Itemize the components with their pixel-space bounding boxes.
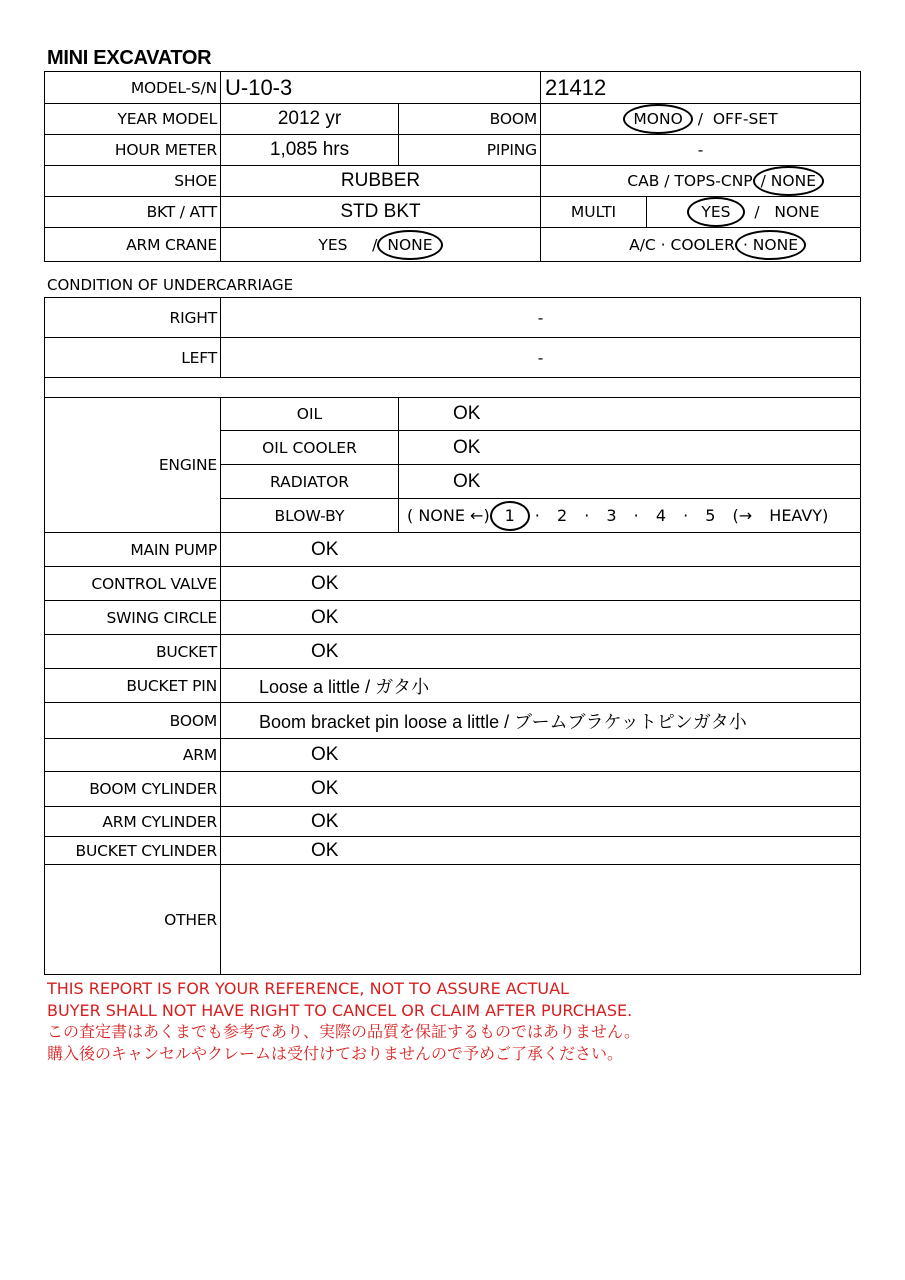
disclaimer-line-2: BUYER SHALL NOT HAVE RIGHT TO CANCEL OR CLAIM AFTER PURCHASE. <box>47 1000 633 1020</box>
document-title: MINI EXCAVATOR <box>47 47 212 69</box>
radiator-value: OK <box>399 465 861 499</box>
arm-crane-options <box>221 228 541 262</box>
boom-cylinder-label: BOOM CYLINDER <box>45 772 221 807</box>
disclaimer-line-3: この査定書はあくまでも参考であり、実際の品質を保証するものではありません。 <box>47 1022 640 1041</box>
multi-sep: / <box>754 203 760 221</box>
year-value: 2012 yr <box>221 104 399 135</box>
ac-selected-circle: · NONE <box>735 230 806 260</box>
other-label: OTHER <box>45 865 221 975</box>
shoe-label: SHOE <box>45 166 221 197</box>
arm-crane-sep: / <box>372 235 378 254</box>
blowby-selected-circle: 1 <box>490 501 530 531</box>
bucket-label: BUCKET <box>45 635 221 669</box>
undercarriage-right-value: - <box>221 298 861 338</box>
bkt-label: BKT / ATT <box>45 197 221 228</box>
bucket-pin-label: BUCKET PIN <box>45 669 221 703</box>
boom-item-value: Boom bracket pin loose a little / ブームブラケットピンガタ小 <box>221 703 861 739</box>
spacer-row <box>45 378 861 398</box>
boom-offset: OFF-SET <box>712 110 778 128</box>
blowby-rest: · 2 · 3 · 4 · 5 (→ HEAVY) <box>534 505 829 525</box>
boom-cylinder-value: OK <box>221 772 861 807</box>
disclaimer <box>47 978 640 1064</box>
main-pump-value: OK <box>221 533 861 567</box>
swing-circle-value: OK <box>221 601 861 635</box>
boom-sep: / <box>697 110 703 128</box>
ac-options <box>541 228 861 262</box>
control-valve-value: OK <box>221 567 861 601</box>
multi-selected-circle: YES <box>687 197 744 227</box>
machine-info-table <box>44 71 861 262</box>
arm-crane-selected-circle: NONE <box>377 230 442 260</box>
disclaimer-line-1: THIS REPORT IS FOR YOUR REFERENCE, NOT TO ASSURE ACTUAL <box>47 979 569 998</box>
undercarriage-left-label: LEFT <box>45 338 221 378</box>
bucket-cylinder-value: OK <box>221 837 861 865</box>
arm-crane-yes: YES <box>318 235 348 254</box>
hour-label: HOUR METER <box>45 135 221 166</box>
serial-value: 21412 <box>541 72 861 104</box>
undercarriage-section-title: CONDITION OF UNDERCARRIAGE <box>47 276 294 294</box>
boom-item-label: BOOM <box>45 703 221 739</box>
blowby-prefix: ( NONE ←) <box>407 505 490 525</box>
blowby-label: BLOW-BY <box>221 499 399 533</box>
swing-circle-label: SWING CIRCLE <box>45 601 221 635</box>
bucket-pin-value: Loose a little / ガタ小 <box>221 669 861 703</box>
model-label: MODEL-S/N <box>45 72 221 104</box>
arm-cylinder-label: ARM CYLINDER <box>45 807 221 837</box>
shoe-value: RUBBER <box>221 166 541 197</box>
multi-options <box>647 197 861 228</box>
multi-label: MULTI <box>541 197 647 228</box>
condition-table <box>44 297 861 975</box>
boom-label: BOOM <box>399 104 541 135</box>
hour-value: 1,085 hrs <box>221 135 399 166</box>
bucket-value: OK <box>221 635 861 669</box>
cab-text: CAB / TOPS-CNP <box>627 172 753 190</box>
main-pump-label: MAIN PUMP <box>45 533 221 567</box>
arm-crane-label: ARM CRANE <box>45 228 221 262</box>
bkt-value: STD BKT <box>221 197 541 228</box>
year-label: YEAR MODEL <box>45 104 221 135</box>
disclaimer-line-4: 購入後のキャンセルやクレームは受付けておりませんので予めご了承ください。 <box>47 1043 624 1063</box>
radiator-label: RADIATOR <box>221 465 399 499</box>
oil-label: OIL <box>221 398 399 431</box>
boom-options <box>541 104 861 135</box>
undercarriage-left-value: - <box>221 338 861 378</box>
model-value: U-10-3 <box>221 72 541 104</box>
engine-label: ENGINE <box>45 398 221 533</box>
cab-options <box>541 166 861 197</box>
arm-label: ARM <box>45 739 221 772</box>
other-value <box>221 865 861 975</box>
oil-value: OK <box>399 398 861 431</box>
ac-text: A/C · COOLER <box>629 235 735 254</box>
bucket-cylinder-label: BUCKET CYLINDER <box>45 837 221 865</box>
boom-selected-circle: MONO <box>623 104 692 134</box>
arm-cylinder-value: OK <box>221 807 861 837</box>
piping-value: - <box>541 135 861 166</box>
arm-value: OK <box>221 739 861 772</box>
multi-none: NONE <box>774 203 820 221</box>
cab-selected-circle: / NONE <box>753 166 824 196</box>
control-valve-label: CONTROL VALVE <box>45 567 221 601</box>
piping-label: PIPING <box>399 135 541 166</box>
oil-cooler-value: OK <box>399 431 861 465</box>
oil-cooler-label: OIL COOLER <box>221 431 399 465</box>
blowby-scale <box>399 499 861 533</box>
undercarriage-right-label: RIGHT <box>45 298 221 338</box>
